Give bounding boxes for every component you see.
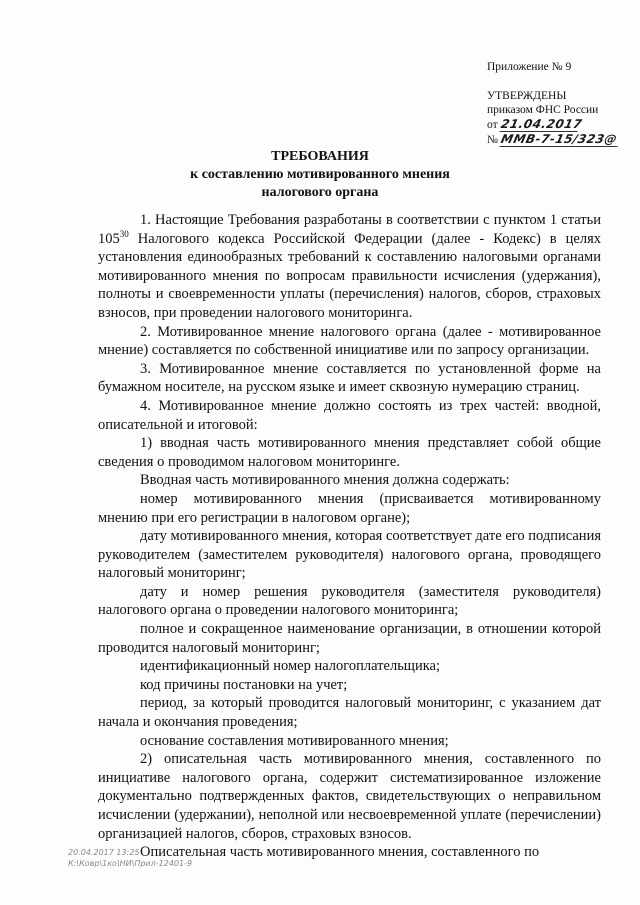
handwritten-number: ММВ-7-15/323@ (499, 132, 620, 147)
print-stamp (68, 847, 192, 869)
handwritten-date: 21.04.2017 (499, 117, 584, 131)
paragraph-1-text-a: 1. Настоящие Требования разработаны в соответствии с пунктом 1 статьи 105 (98, 212, 601, 247)
paragraph-12: код причины постановки на учет; (140, 676, 348, 693)
title-line-1: ТРЕБОВАНИЯ (271, 149, 369, 164)
paragraph-13: период, за который проводится налоговый мониторинг, с указанием дат начала и окончания проведения; (98, 695, 601, 731)
order-number-line (487, 132, 627, 147)
paragraph-15: 2) описательная часть мотивированного мнения, составленного по инициативе налогового органа, содержит систематизированное изложение документально подтвержденных фактов, свидетельствующих о неправильном исчислении (удержании), неполной или несвоевременной уплате (перечислении) организацией налогов, сборов, страховых взносов. (98, 751, 601, 842)
document-body (98, 211, 601, 862)
document-title (0, 148, 640, 202)
order-date-line (487, 117, 627, 132)
article-superscript: 30 (119, 228, 129, 239)
approval-block (487, 60, 627, 147)
paragraph-14: основание составления мотивированного мнения; (140, 732, 449, 749)
paragraph-11: идентификационный номер налогоплательщика; (140, 658, 441, 675)
annex-label: Приложение № 9 (487, 61, 572, 73)
paragraph-2: 2. Мотивированное мнение налогового органа (далее - мотивированное мнение) составляется по собственной инициативе или по запросу организации. (98, 323, 601, 359)
title-line-3: налогового органа (261, 185, 379, 200)
paragraph-1-text-b: Налогового кодекса Российской Федерации (далее - Кодекс) в целях установления единообразных требований к составлению налоговыми органами мотивированного мнения по вопросам правильности исчисления (удержания), полноты и своевременности уплаты (перечисления) налогов, сборов, страховых взносов, при проведении налогового мониторинга. (98, 230, 601, 321)
paragraph-5: 1) вводная часть мотивированного мнения представляет собой общие сведения о проводимом налоговом мониторинге. (98, 435, 601, 470)
date-prefix: от (487, 119, 498, 131)
approved-label: УТВЕРЖДЕНЫ (487, 90, 567, 102)
paragraph-4: 4. Мотивированное мнение должно состоять из трех частей: вводной, описательной и итоговой: (98, 397, 601, 433)
stamp-datetime: 20.04.2017 13:25 (68, 848, 140, 857)
paragraph-3: 3. Мотивированное мнение составляется по установленной форме на бумажном носителе, на русском языке и имеет сквозную нумерацию страниц. (98, 360, 601, 396)
paragraph-7: номер мотивированного мнения (присваивается мотивированному мнению при его регистрации в налоговом органе); (98, 490, 601, 526)
title-line-2: к составлению мотивированного мнения (190, 167, 450, 182)
paragraph-9: дату и номер решения руководителя (заместителя руководителя) налогового органа о проведении налогового мониторинга; (98, 583, 601, 619)
paragraph-10: полное и сокращенное наименование организации, в отношении которой проводится налоговый мониторинг; (98, 621, 601, 656)
number-prefix: № (487, 134, 498, 146)
order-label: приказом ФНС России (487, 104, 599, 116)
paragraph-8: дату мотивированного мнения, которая соответствует дате его подписания руководителем (заместителем руководителя) налогового органа, проводящего налоговый мониторинг; (98, 528, 601, 582)
paragraph-16: Описательная часть мотивированного мнения, составленного по (140, 844, 540, 861)
paragraph-1 (98, 211, 601, 323)
stamp-filepath: К:\Ковр\1ко\НИ\Прил-12401-9 (68, 859, 193, 868)
paragraph-6: Вводная часть мотивированного мнения должна содержать: (140, 472, 510, 489)
